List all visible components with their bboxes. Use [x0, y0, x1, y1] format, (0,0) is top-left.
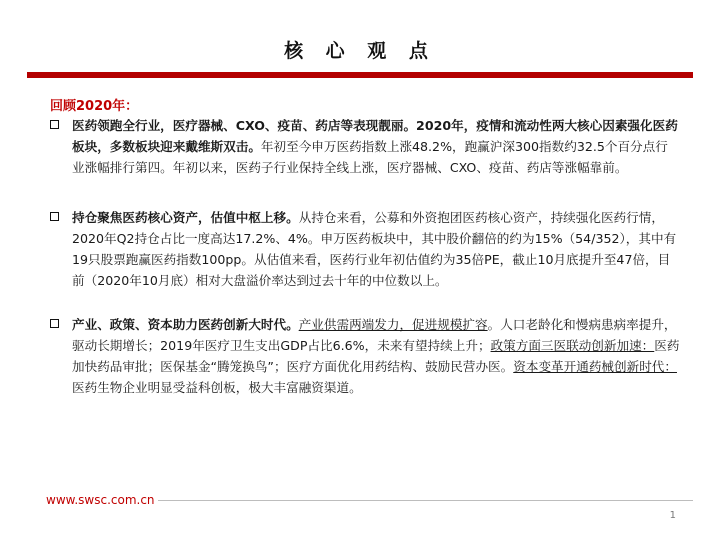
underlined-phrase: 资本变革开通药械创新时代：	[513, 359, 677, 374]
bullet-body: 。人口老龄化和慢病患病率提升，驱动长期增长；2019年医疗卫生支出GDP占比6.6%，未来有望持续上升；	[72, 317, 677, 353]
bullet-text	[72, 115, 680, 178]
underlined-phrase: 政策方面三医联动创新加速：	[490, 338, 655, 353]
bullet-body: 年初至今申万医药指数上涨48.2%，跑赢沪深300指数约32.5个百分点行业涨幅排行第四。年初以来，医药子行业保持全线上涨，医疗器械、CXO、疫苗、药店等涨幅靠前。	[72, 139, 668, 175]
bullet-text	[72, 207, 680, 291]
bullet-text	[72, 314, 680, 398]
bullet-item-1	[50, 115, 680, 178]
bullet-lead: 持仓聚焦医药核心资产，估值中枢上移。	[72, 210, 299, 225]
square-bullet-icon	[50, 120, 59, 129]
bullet-body: 医药加快药品审批；医保基金“腾笼换鸟”；医疗方面优化用药结构、鼓励民营办医。	[72, 338, 680, 374]
footer-website-link[interactable]: www.swsc.com.cn	[46, 493, 155, 507]
square-bullet-icon	[50, 212, 59, 221]
page-title: 核 心 观 点	[284, 40, 436, 62]
section-subheading: 回顾2020年：	[50, 99, 139, 114]
bullet-item-2	[50, 207, 680, 291]
footer-divider	[158, 500, 693, 501]
bullet-lead: 医药领跑全行业，医疗器械、CXO、疫苗、药店等表现靓丽。2020年，疫情和流动性两大核心因素强化医药板块，多数板块迎来戴维斯双击。	[72, 118, 678, 154]
title-divider	[27, 72, 693, 78]
page-number: 1	[669, 510, 676, 521]
bullet-body: 医药生物企业明显受益科创板，极大丰富融资渠道。	[72, 380, 362, 395]
bullet-item-3	[50, 314, 680, 398]
bullet-body: 从持仓来看，公募和外资抱团医药核心资产，持续强化医药行情，2020年Q2持仓占比一度高达17.2%、4%。申万医药板块中，其中股价翻倍的约为15%（54/352），其中有19只股票跑赢医药指数100pp。从估值来看，医药行业年初估值约为35倍PE，截止10月底提升至47倍，目前（2020年10月底）相对大盘溢价率达到过去十年的中位数以上。	[72, 210, 677, 288]
bullet-lead: 产业、政策、资本助力医药创新大时代。	[72, 317, 299, 332]
underlined-phrase: 产业供需两端发力，促进规模扩容	[298, 317, 488, 332]
square-bullet-icon	[50, 319, 59, 328]
